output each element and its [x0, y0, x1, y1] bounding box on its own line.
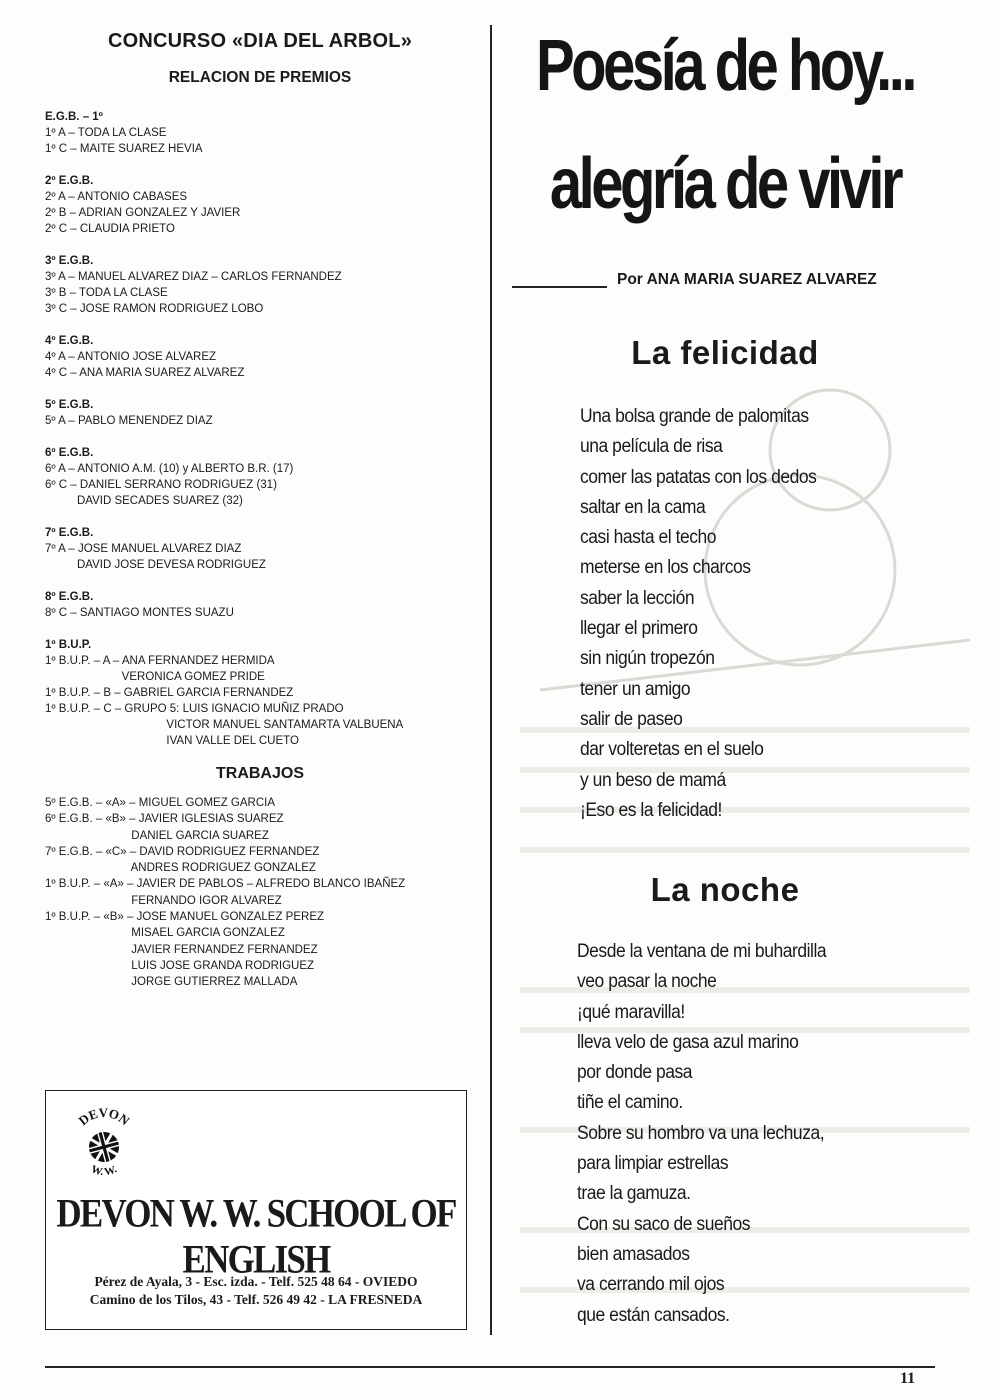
poem-line: ¡Eso es la felicidad!	[580, 799, 722, 821]
prize-winner-line: 1º C – MAITE SUAREZ HEVIA	[45, 143, 203, 155]
prize-winner-line: 3º A – MANUEL ALVAREZ DIAZ – CARLOS FERNANDEZ	[45, 271, 342, 283]
school-advertisement	[45, 1090, 467, 1330]
prize-group-heading: 7º E.G.B.	[45, 527, 94, 539]
poem-line: casi hasta el techo	[580, 527, 717, 549]
prize-winner-line: 3º B – TODA LA CLASE	[45, 287, 168, 299]
union-jack-logo-icon	[64, 1105, 144, 1185]
prize-group-heading: 2º E.G.B.	[45, 175, 94, 187]
poem-line: va cerrando mil ojos	[577, 1274, 725, 1296]
school-address-oviedo: Pérez de Ayala, 3 - Esc. izda. - Telf. 525 48 64 - OVIEDO	[94, 1274, 418, 1289]
article-title-line-1: Poesía de hoy...	[535, 25, 915, 107]
prize-group-heading: 8º E.G.B.	[45, 591, 94, 603]
poem-title-noche: La noche	[650, 871, 800, 908]
poem-line: saber la lección	[580, 587, 695, 609]
prize-winner-line: 4º A – ANTONIO JOSE ALVAREZ	[45, 351, 217, 363]
prize-winner-line: 2º A – ANTONIO CABASES	[45, 191, 188, 203]
column-divider	[490, 25, 492, 1335]
trabajos-winner-line: 6º E.G.B. – «B» – JAVIER IGLESIAS SUAREZ	[45, 813, 284, 826]
trabajos-winner-line: FERNANDO IGOR ALVAREZ	[45, 894, 282, 907]
trabajos-list	[45, 795, 475, 991]
poem-line: sin nigún tropezón	[580, 648, 715, 670]
poem-line: ¡qué maravilla!	[577, 1001, 685, 1023]
contest-title: CONCURSO «DIA DEL ARBOL»	[107, 30, 413, 52]
prize-winner-line: IVAN VALLE DEL CUETO	[45, 735, 299, 747]
prize-winner-line: 1º B.U.P. – B – GABRIEL GARCIA FERNANDEZ	[45, 687, 294, 699]
poem-line: comer las patatas con los dedos	[580, 466, 817, 488]
poem-line: veo pasar la noche	[577, 971, 717, 993]
prize-winner-line: DAVID JOSE DEVESA RODRIGUEZ	[45, 559, 266, 571]
prize-winner-line: 2º B – ADRIAN GONZALEZ Y JAVIER	[45, 207, 241, 219]
trabajos-winner-line: JORGE GUTIERREZ MALLADA	[45, 976, 298, 989]
prize-group-heading: 5º E.G.B.	[45, 399, 94, 411]
prize-group-heading: 6º E.G.B.	[45, 447, 94, 459]
prize-list-column	[45, 30, 475, 991]
svg-text:DEVON	[76, 1105, 133, 1129]
prize-winner-line: 5º A – PABLO MENENDEZ DIAZ	[45, 415, 213, 427]
prize-winner-line: 1º B.U.P. – A – ANA FERNANDEZ HERMIDA	[45, 655, 275, 667]
byline-rule	[512, 286, 607, 288]
trabajos-winner-line: 1º B.U.P. – «A» – JAVIER DE PABLOS – ALFREDO BLANCO IBAÑEZ	[45, 878, 406, 891]
prize-group-heading: 3º E.G.B.	[45, 255, 94, 267]
prize-group	[45, 397, 475, 429]
prize-group	[45, 445, 475, 509]
prize-group	[45, 253, 475, 317]
poem-line: tener un amigo	[580, 678, 691, 700]
trabajos-winner-line: JAVIER FERNANDEZ FERNANDEZ	[45, 943, 318, 956]
poem-line: llegar el primero	[580, 618, 698, 640]
trabajos-winner-line: MISAEL GARCIA GONZALEZ	[45, 927, 285, 940]
prize-group-heading: E.G.B. – 1º	[45, 111, 103, 123]
page-number: 11	[900, 1370, 916, 1387]
prize-group	[45, 525, 475, 573]
prize-winner-line: 1º B.U.P. – C – GRUPO 5: LUIS IGNACIO MUÑIZ PRADO	[45, 703, 344, 715]
trabajos-winner-line: 1º B.U.P. – «B» – JOSE MANUEL GONZALEZ PEREZ	[45, 911, 325, 924]
school-address-fresneda: Camino de los Tilos, 43 - Telf. 526 49 42 - LA FRESNEDA	[89, 1292, 423, 1307]
prize-group-heading: 4º E.G.B.	[45, 335, 94, 347]
school-name: DEVON W. W. SCHOOL OF ENGLISH	[56, 1191, 456, 1282]
poem-title-felicidad: La felicidad	[631, 334, 819, 371]
prize-group	[45, 333, 475, 381]
prize-winner-line: 2º C – CLAUDIA PRIETO	[45, 223, 175, 235]
poem-line: Sobre su hombro va una lechuza,	[577, 1122, 825, 1144]
poem-line: bien amasados	[577, 1243, 690, 1265]
article-title	[505, 25, 945, 225]
trabajos-winner-line: DANIEL GARCIA SUAREZ	[45, 829, 269, 842]
trabajos-winner-line: ANDRES RODRIGUEZ GONZALEZ	[45, 862, 316, 875]
footer-rule	[45, 1366, 935, 1368]
poem-line: tiñe el camino.	[577, 1092, 683, 1114]
poem-line: saltar en la cama	[580, 496, 706, 518]
prize-winner-line: 6º C – DANIEL SERRANO RODRIGUEZ (31)	[45, 479, 277, 491]
poem-line: Con su saco de sueños	[577, 1213, 751, 1235]
prize-winner-line: 3º C – JOSE RAMON RODRIGUEZ LOBO	[45, 303, 264, 315]
poem-body-felicidad	[580, 402, 816, 826]
logo-top-text: DEVON	[75, 1105, 133, 1129]
trabajos-winner-line: LUIS JOSE GRANDA RODRIGUEZ	[45, 959, 315, 972]
prize-group	[45, 173, 475, 237]
article-title-line-2: alegría de vivir	[549, 143, 901, 225]
trabajos-title: TRABAJOS	[215, 765, 304, 782]
svg-text:W. W.	[89, 1163, 119, 1178]
poem-body-noche	[577, 937, 826, 1331]
poem-line: para limpiar estrellas	[577, 1153, 729, 1175]
prize-winner-line: 6º A – ANTONIO A.M. (10) y ALBERTO B.R. (17)	[45, 463, 294, 475]
poem-line: por donde pasa	[577, 1062, 693, 1084]
poem-line: trae la gamuza.	[577, 1183, 691, 1205]
prize-winner-line: 8º C – SANTIAGO MONTES SUAZU	[45, 607, 234, 619]
poem-line: lleva velo de gasa azul marino	[577, 1031, 799, 1053]
prize-winner-line: 7º A – JOSE MANUEL ALVAREZ DIAZ	[45, 543, 242, 555]
prize-winner-line: 4º C – ANA MARIA SUAREZ ALVAREZ	[45, 367, 245, 379]
logo-bottom-text: W. W.	[89, 1163, 119, 1179]
poem-line: Una bolsa grande de palomitas	[580, 406, 809, 427]
prize-winner-line: DAVID SECADES SUAREZ (32)	[45, 495, 243, 507]
contest-subtitle: RELACION DE PREMIOS	[168, 69, 352, 86]
poem-line: una película de risa	[580, 436, 723, 458]
poem-line: meterse en los charcos	[580, 557, 751, 579]
trabajos-winner-line: 5º E.G.B. – «A» – MIGUEL GOMEZ GARCIA	[45, 797, 276, 809]
poem-line: salir de paseo	[580, 708, 683, 730]
prize-group	[45, 589, 475, 621]
prize-group	[45, 109, 475, 157]
prize-group	[45, 637, 475, 749]
poem-line: y un beso de mamá	[580, 769, 726, 791]
article-byline: Por ANA MARIA SUAREZ ALVAREZ	[617, 271, 877, 288]
prize-winner-line: VICTOR MANUEL SANTAMARTA VALBUENA	[45, 719, 404, 731]
poem-line: que están cansados.	[577, 1304, 730, 1326]
prize-winner-line: 1º A – TODA LA CLASE	[45, 127, 167, 139]
prize-winner-line: VERONICA GOMEZ PRIDE	[45, 671, 265, 683]
poem-line: Desde la ventana de mi buhardilla	[577, 941, 827, 962]
poem-line: dar volteretas en el suelo	[580, 739, 764, 761]
prize-groups	[45, 109, 475, 749]
prize-group-heading: 1º B.U.P.	[45, 639, 92, 651]
trabajos-winner-line: 7º E.G.B. – «C» – DAVID RODRIGUEZ FERNANDEZ	[45, 845, 320, 858]
